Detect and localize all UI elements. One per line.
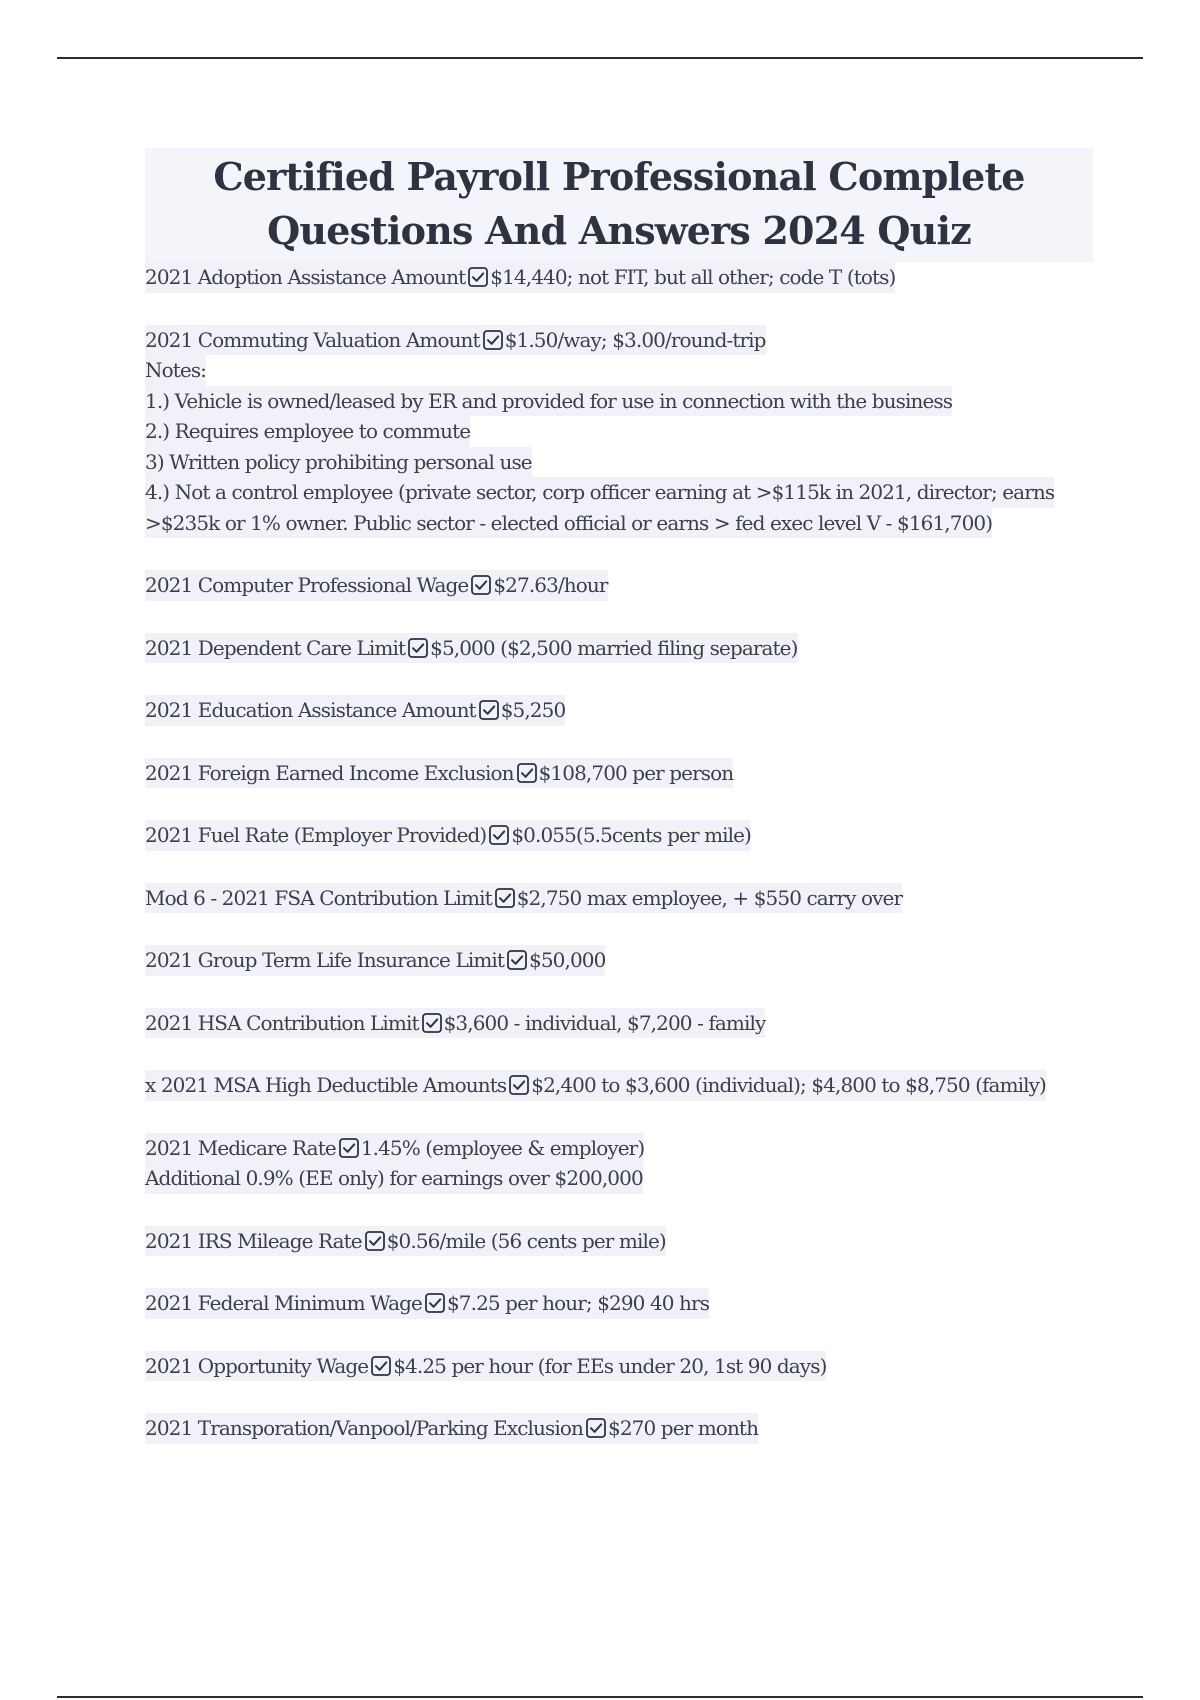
- qa-item: [145, 633, 1093, 664]
- qa-item: [145, 1288, 1093, 1319]
- answer-text: $5,250: [500, 698, 566, 722]
- answer-text: $2,400 to $3,600 (individual); $4,800 to $8,750 (family): [531, 1073, 1046, 1097]
- question-text: 2021 Transporation/Vanpool/Parking Exclusion: [145, 1416, 584, 1440]
- answer-note-line: Notes:: [145, 355, 206, 386]
- check-box-icon: [483, 330, 503, 350]
- bottom-rule: [57, 1696, 1143, 1698]
- question-text: Mod 6 - 2021 FSA Contribution Limit: [145, 885, 492, 910]
- answer-text: 1.45% (employee & employer): [360, 1135, 645, 1160]
- check-box-icon: [408, 638, 428, 658]
- question-text: 2021 Fuel Rate (Employer Provided): [145, 823, 487, 847]
- qa-item: [145, 570, 1093, 601]
- question-text: 2021 Dependent Care Limit: [145, 635, 406, 660]
- qa-line: [145, 1008, 765, 1039]
- qa-item: [145, 1070, 1093, 1101]
- question-text: 2021 Computer Professional Wage: [145, 573, 469, 597]
- qa-item: [145, 883, 1093, 914]
- question-text: 2021 Adoption Assistance Amount: [145, 265, 466, 289]
- question-text: 2021 IRS Mileage Rate: [145, 1228, 362, 1253]
- check-box-icon: [468, 267, 488, 287]
- question-text: 2021 Medicare Rate: [145, 1135, 336, 1160]
- qa-line: [145, 1070, 1046, 1101]
- check-box-icon: [479, 700, 499, 720]
- check-box-icon: [339, 1138, 359, 1158]
- qa-line: [145, 262, 895, 293]
- question-text: x 2021 MSA High Deductible Amounts: [145, 1073, 507, 1097]
- check-box-icon: [509, 1075, 529, 1095]
- check-box-icon: [365, 1231, 385, 1251]
- answer-note-line: 1.) Vehicle is owned/leased by ER and provided for use in connection with the business: [145, 386, 952, 417]
- qa-line: [145, 1288, 709, 1319]
- qa-item: [145, 262, 1093, 293]
- answer-text: $2,750 max employee, + $550 carry over: [516, 885, 903, 910]
- answer-text: $0.055(5.5cents per mile): [511, 823, 751, 847]
- answer-note-line: Additional 0.9% (EE only) for earnings over $200,000: [145, 1163, 643, 1194]
- qa-line: [145, 1133, 644, 1164]
- question-text: 2021 Group Term Life Insurance Limit: [145, 948, 505, 972]
- qa-line: [145, 883, 902, 914]
- qa-item: [145, 1413, 1093, 1444]
- check-box-icon: [371, 1356, 391, 1376]
- check-box-icon: [489, 825, 509, 845]
- check-box-icon: [471, 575, 491, 595]
- answer-note-line: >$235k or 1% owner. Public sector - elected official or earns > fed exec level V - $161,700): [145, 508, 992, 539]
- question-text: 2021 HSA Contribution Limit: [145, 1010, 419, 1035]
- answer-note-line: 4.) Not a control employee (private sector, corp officer earning at >$115k in 2021, director; earns: [145, 477, 1054, 508]
- answer-note-line: 3) Written policy prohibiting personal use: [145, 447, 532, 478]
- qa-line: [145, 633, 798, 664]
- qa-item: [145, 1351, 1093, 1382]
- answer-text: $7.25 per hour; $290 40 hrs: [446, 1291, 710, 1315]
- answer-text: $50,000: [529, 948, 606, 972]
- qa-item: [145, 945, 1093, 976]
- answer-text: $1.50/way; $3.00/round-trip: [504, 327, 766, 352]
- answer-text: $108,700 per person: [538, 760, 734, 785]
- document-title: Certified Payroll Professional Complete Questions And Answers 2024 Quiz: [145, 148, 1093, 262]
- qa-line: [145, 1226, 666, 1257]
- question-text: 2021 Opportunity Wage: [145, 1353, 369, 1378]
- answer-note-line: 2.) Requires employee to commute: [145, 416, 470, 447]
- qa-line: [145, 945, 605, 976]
- qa-line: [145, 1413, 758, 1444]
- check-box-icon: [517, 763, 537, 783]
- qa-item: [145, 1226, 1093, 1257]
- qa-item: [145, 1008, 1093, 1039]
- qa-line: [145, 325, 766, 356]
- answer-text: $270 per month: [608, 1416, 759, 1440]
- top-rule: [57, 57, 1143, 59]
- qa-item: [145, 695, 1093, 726]
- qa-line: [145, 570, 608, 601]
- check-box-icon: [586, 1418, 606, 1438]
- qa-item: [145, 820, 1093, 851]
- qa-line: [145, 820, 751, 851]
- check-box-icon: [422, 1013, 442, 1033]
- answer-text: $4.25 per hour (for EEs under 20, 1st 90 days): [393, 1353, 827, 1378]
- check-box-icon: [425, 1293, 445, 1313]
- qa-list: [145, 262, 1093, 1444]
- answer-text: $5,000 ($2,500 married filing separate): [430, 635, 798, 660]
- qa-item: [145, 758, 1093, 789]
- answer-text: $27.63/hour: [493, 573, 608, 597]
- question-text: 2021 Federal Minimum Wage: [145, 1291, 422, 1315]
- answer-text: $3,600 - individual, $7,200 - family: [443, 1010, 766, 1035]
- answer-text: $14,440; not FIT, but all other; code T (tots): [490, 265, 896, 289]
- qa-item: [145, 1133, 1093, 1194]
- qa-line: [145, 1351, 826, 1382]
- check-box-icon: [495, 888, 515, 908]
- qa-line: [145, 758, 733, 789]
- qa-line: [145, 695, 565, 726]
- question-text: 2021 Education Assistance Amount: [145, 698, 476, 722]
- qa-item: [145, 325, 1093, 539]
- question-text: 2021 Commuting Valuation Amount: [145, 327, 480, 352]
- answer-text: $0.56/mile (56 cents per mile): [386, 1228, 666, 1253]
- question-text: 2021 Foreign Earned Income Exclusion: [145, 760, 514, 785]
- document-body: [145, 148, 1093, 1444]
- check-box-icon: [507, 950, 527, 970]
